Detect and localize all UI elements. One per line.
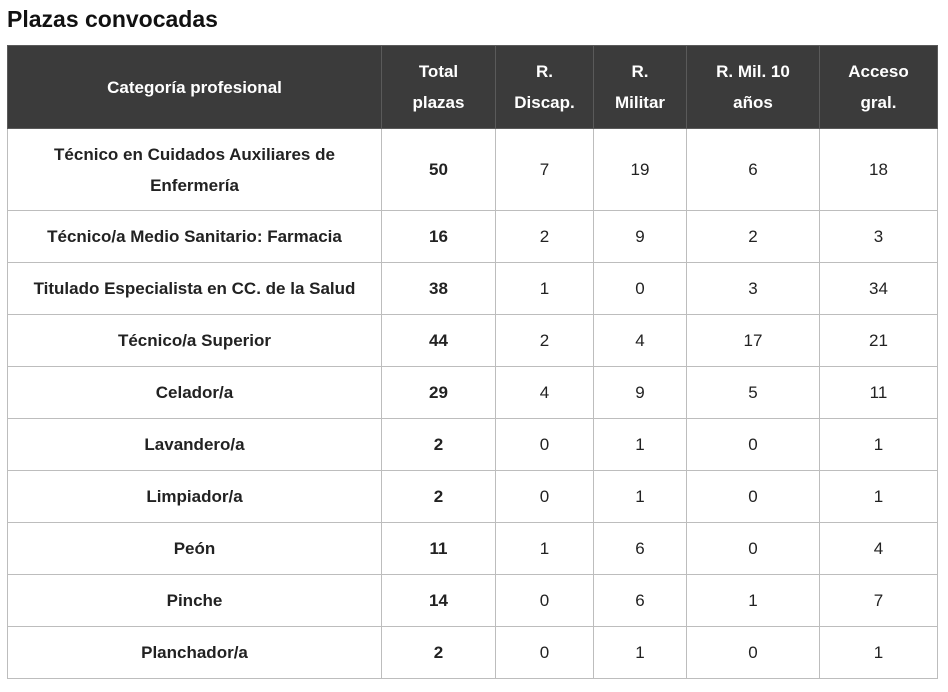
cell-total: 38 [382,263,496,315]
cell-mil10: 6 [687,129,820,211]
cell-militar: 0 [594,263,687,315]
header-acceso [820,46,938,129]
cell-discap: 1 [496,263,594,315]
cell-categoria: Peón [8,523,382,575]
cell-acceso: 18 [820,129,938,211]
plazas-table [7,45,938,679]
cell-total: 11 [382,523,496,575]
cell-categoria: Titulado Especialista en CC. de la Salud [8,263,382,315]
table-row [8,627,938,679]
header-discap-line1: R. [536,62,553,81]
cell-mil10: 2 [687,211,820,263]
cell-acceso: 1 [820,419,938,471]
cell-discap: 0 [496,575,594,627]
cell-categoria: Técnico en Cuidados Auxiliares de Enfermería [8,129,382,211]
table-row [8,523,938,575]
cell-militar: 6 [594,575,687,627]
cell-total: 16 [382,211,496,263]
cell-mil10: 0 [687,419,820,471]
table-row [8,367,938,419]
header-discap-line2: Discap. [514,93,575,112]
table-row [8,575,938,627]
cell-discap: 1 [496,523,594,575]
cell-acceso: 7 [820,575,938,627]
cell-acceso: 4 [820,523,938,575]
table-row [8,263,938,315]
header-total-line2: plazas [412,93,465,112]
cell-militar: 19 [594,129,687,211]
cell-militar: 4 [594,315,687,367]
cell-mil10: 0 [687,627,820,679]
cell-total: 44 [382,315,496,367]
header-acceso-line2: gral. [860,93,897,112]
header-mil10-line1: R. Mil. 10 [716,62,790,81]
table-body [8,129,938,679]
cell-total: 50 [382,129,496,211]
cell-total: 29 [382,367,496,419]
cell-categoria: Técnico/a Superior [8,315,382,367]
table-row [8,129,938,211]
cell-total: 2 [382,419,496,471]
header-mil10 [687,46,820,129]
cell-categoria: Pinche [8,575,382,627]
header-categoria [8,46,382,129]
cell-militar: 6 [594,523,687,575]
cell-militar: 1 [594,419,687,471]
table-row [8,315,938,367]
cell-total: 2 [382,471,496,523]
cell-mil10: 5 [687,367,820,419]
cell-acceso: 1 [820,471,938,523]
cell-discap: 7 [496,129,594,211]
cell-discap: 0 [496,419,594,471]
header-militar-line1: R. [631,62,649,81]
cell-discap: 4 [496,367,594,419]
cell-militar: 1 [594,627,687,679]
cell-categoria: Lavandero/a [8,419,382,471]
cell-total: 14 [382,575,496,627]
page-title: Plazas convocadas [7,6,218,32]
cell-discap: 2 [496,211,594,263]
header-total [382,46,496,129]
cell-militar: 1 [594,471,687,523]
table-row [8,419,938,471]
cell-mil10: 0 [687,471,820,523]
header-discap [496,46,594,129]
header-total-line1: Total [418,62,459,81]
header-militar-line2: Militar [614,93,666,112]
cell-categoria: Celador/a [8,367,382,419]
header-mil10-line2: años [733,93,773,112]
table-header [8,46,938,129]
table-row [8,471,938,523]
cell-acceso: 34 [820,263,938,315]
cell-mil10: 3 [687,263,820,315]
cell-total: 2 [382,627,496,679]
header-acceso-line1: Acceso [848,62,909,81]
cell-acceso: 3 [820,211,938,263]
cell-mil10: 17 [687,315,820,367]
header-categoria-label: Categoría profesional [107,77,282,97]
cell-militar: 9 [594,367,687,419]
cell-discap: 0 [496,471,594,523]
cell-discap: 2 [496,315,594,367]
cell-acceso: 21 [820,315,938,367]
header-row [8,46,938,129]
cell-categoria: Limpiador/a [8,471,382,523]
cell-categoria: Planchador/a [8,627,382,679]
cell-acceso: 1 [820,627,938,679]
cell-mil10: 0 [687,523,820,575]
header-militar [594,46,687,129]
cell-discap: 0 [496,627,594,679]
cell-militar: 9 [594,211,687,263]
cell-mil10: 1 [687,575,820,627]
cell-acceso: 11 [820,367,938,419]
cell-categoria: Técnico/a Medio Sanitario: Farmacia [8,211,382,263]
table-row [8,211,938,263]
